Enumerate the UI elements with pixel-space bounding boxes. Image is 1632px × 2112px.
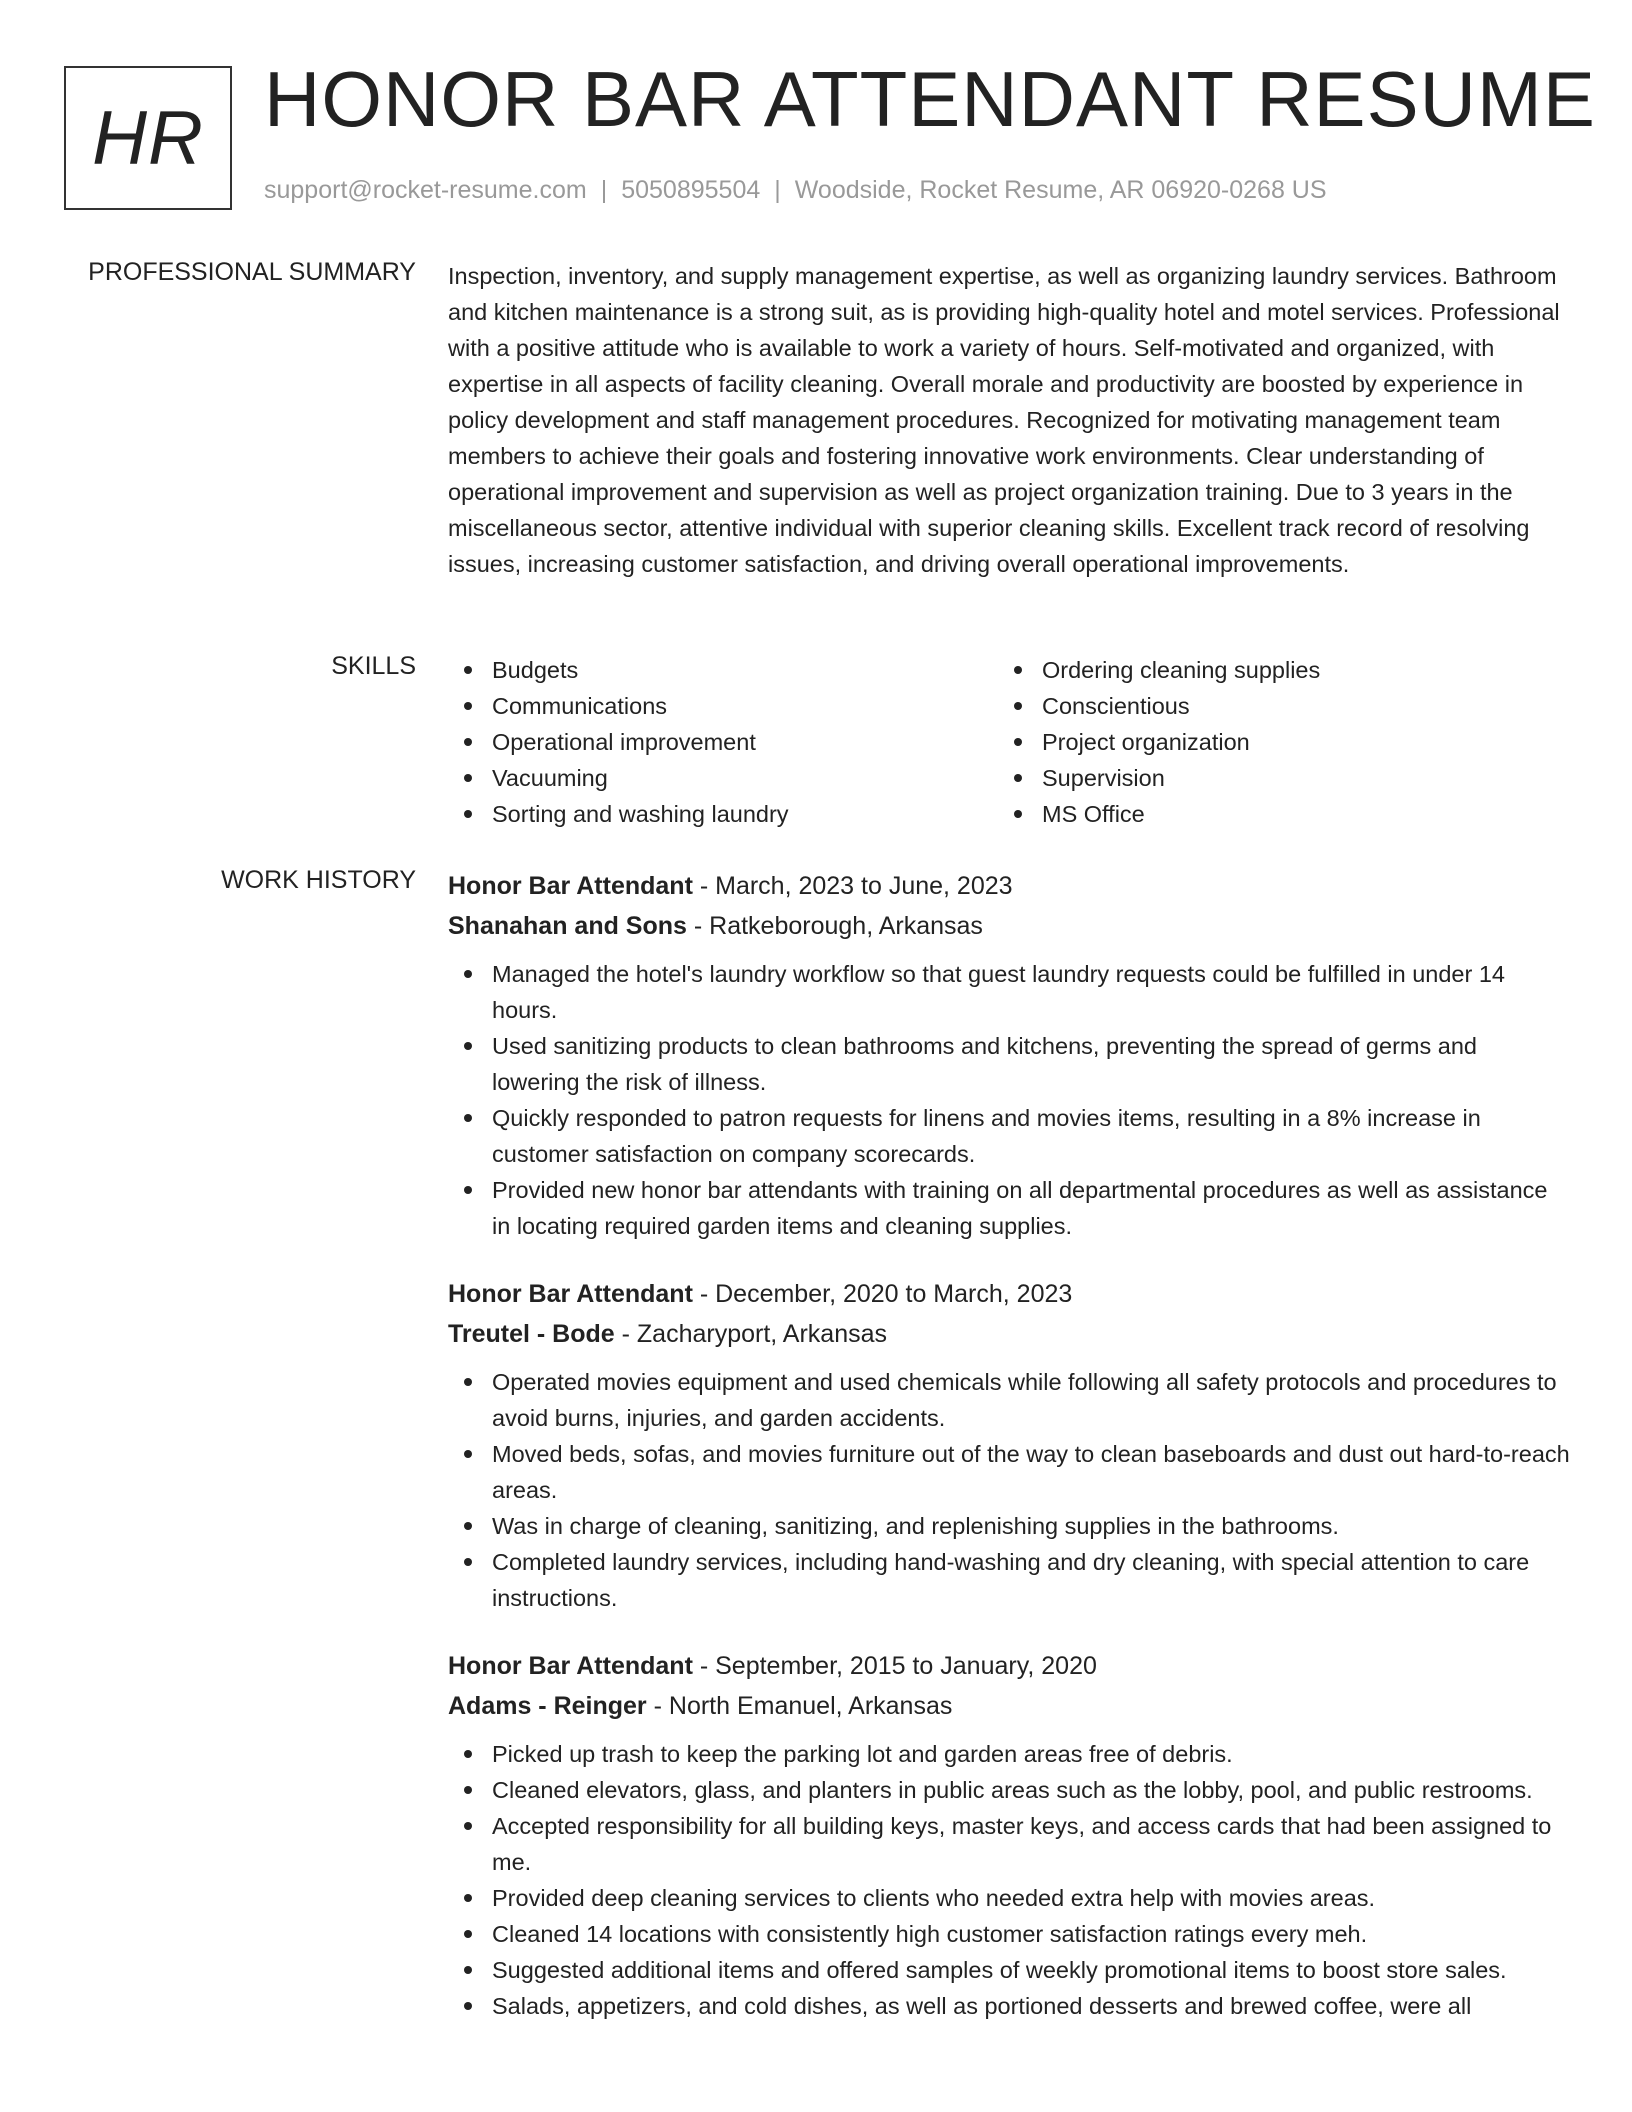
job-bullet: Provided deep cleaning services to clients who needed extra help with movies areas.: [448, 1880, 1570, 1916]
job-company-line: [448, 1314, 1570, 1354]
job-bullet: Was in charge of cleaning, sanitizing, and replenishing supplies in the bathrooms.: [448, 1508, 1570, 1544]
work-history-body: [448, 866, 1570, 2054]
job-location: - Zacharyport, Arkansas: [614, 1320, 888, 1348]
job-bullet: Accepted responsibility for all building keys, master keys, and access cards that had been assigned to me.: [448, 1808, 1570, 1880]
contact-line: [264, 176, 1327, 205]
job-bullets: [448, 956, 1570, 1244]
contact-separator: |: [774, 176, 781, 204]
skills-list-left: [448, 652, 998, 832]
job-bullet: Managed the hotel's laundry workflow so that guest laundry requests could be fulfilled in under 14 hours.: [448, 956, 1570, 1028]
job-title-line: [448, 1274, 1570, 1314]
contact-phone: 5050895504: [621, 176, 761, 204]
skill-item: Operational improvement: [448, 724, 998, 760]
resume-title: HONOR BAR ATTENDANT RESUME: [264, 55, 1596, 143]
job-bullet: Completed laundry services, including hand-washing and dry cleaning, with special attention to care instructions.: [448, 1544, 1570, 1616]
job-entry: [448, 1274, 1570, 1616]
skills-list-right: [998, 652, 1548, 832]
section-label: SKILLS: [331, 652, 416, 680]
job-entry: [448, 866, 1570, 1244]
section-label: PROFESSIONAL SUMMARY: [88, 258, 416, 286]
skill-item: Vacuuming: [448, 760, 998, 796]
job-bullet: Salads, appetizers, and cold dishes, as well as portioned desserts and brewed coffee, were all: [448, 1988, 1570, 2024]
skill-item: MS Office: [998, 796, 1548, 832]
job-title: Honor Bar Attendant: [448, 872, 693, 900]
job-bullet: Operated movies equipment and used chemicals while following all safety protocols and procedures to avoid burns, injuries, and garden accidents.: [448, 1364, 1570, 1436]
job-entry: [448, 1646, 1570, 2024]
contact-address: Woodside, Rocket Resume, AR 06920-0268 US: [794, 176, 1327, 204]
skill-item: Supervision: [998, 760, 1548, 796]
job-location: - Ratkeborough, Arkansas: [686, 912, 983, 940]
contact-separator: |: [600, 176, 608, 204]
job-bullet: Provided new honor bar attendants with training on all departmental procedures as well as assistance in locating required garden items and cleaning supplies.: [448, 1172, 1570, 1244]
job-dates: - December, 2020 to March, 2023: [692, 1280, 1073, 1308]
job-bullet: Quickly responded to patron requests for linens and movies items, resulting in a 8% increase in customer satisfaction on company scorecards.: [448, 1100, 1570, 1172]
monogram-box: [64, 66, 232, 210]
job-bullets: [448, 1736, 1570, 2024]
job-company: Adams - Reinger: [448, 1692, 647, 1720]
job-dates: - March, 2023 to June, 2023: [692, 872, 1013, 900]
summary-text: Inspection, inventory, and supply management expertise, as well as organizing laundry services. Bathroom and kitchen maintenance is a strong suit, as is providing high-quality hotel and motel services. Professional with a positive attitude who is available to work a variety of hours. Self-motivated and organized, with expertise in all aspects of facility cleaning. Overall morale and productivity are boosted by experience in policy development and staff management procedures. Recognized for motivating management team members to achieve their goals and fostering innovative work environments. Clear understanding of operational improvement and supervision as well as project organization training. Due to 3 years in the miscellaneous sector, attentive individual with superior cleaning skills. Excellent track record of resolving issues, increasing customer satisfaction, and driving overall operational improvements.: [448, 263, 1560, 577]
job-company: Shanahan and Sons: [448, 912, 687, 940]
contact-email: support@rocket-resume.com: [264, 176, 587, 204]
job-bullet: Cleaned 14 locations with consistently high customer satisfaction ratings every meh.: [448, 1916, 1570, 1952]
skill-item: Conscientious: [998, 688, 1548, 724]
job-bullet: Moved beds, sofas, and movies furniture out of the way to clean baseboards and dust out hard-to-reach areas.: [448, 1436, 1570, 1508]
job-company-line: [448, 906, 1570, 946]
job-company-line: [448, 1686, 1570, 1726]
section-label: WORK HISTORY: [221, 866, 416, 894]
job-title: Honor Bar Attendant: [448, 1280, 693, 1308]
job-title: Honor Bar Attendant: [448, 1652, 693, 1680]
skill-item: Sorting and washing laundry: [448, 796, 998, 832]
job-location: - North Emanuel, Arkansas: [646, 1692, 953, 1720]
job-bullet: Picked up trash to keep the parking lot and garden areas free of debris.: [448, 1736, 1570, 1772]
skill-item: Communications: [448, 688, 998, 724]
skill-item: Ordering cleaning supplies: [998, 652, 1548, 688]
job-bullets: [448, 1364, 1570, 1616]
job-company: Treutel - Bode: [448, 1320, 615, 1348]
job-bullet: Suggested additional items and offered samples of weekly promotional items to boost store sales.: [448, 1952, 1570, 1988]
job-title-line: [448, 1646, 1570, 1686]
skills-columns: [448, 652, 1570, 832]
job-dates: - September, 2015 to January, 2020: [692, 1652, 1097, 1680]
monogram-initials: HR: [92, 95, 204, 181]
job-title-line: [448, 866, 1570, 906]
job-bullet: Used sanitizing products to clean bathrooms and kitchens, preventing the spread of germs and lowering the risk of illness.: [448, 1028, 1570, 1100]
skill-item: Project organization: [998, 724, 1548, 760]
skill-item: Budgets: [448, 652, 998, 688]
job-bullet: Cleaned elevators, glass, and planters in public areas such as the lobby, pool, and public restrooms.: [448, 1772, 1570, 1808]
